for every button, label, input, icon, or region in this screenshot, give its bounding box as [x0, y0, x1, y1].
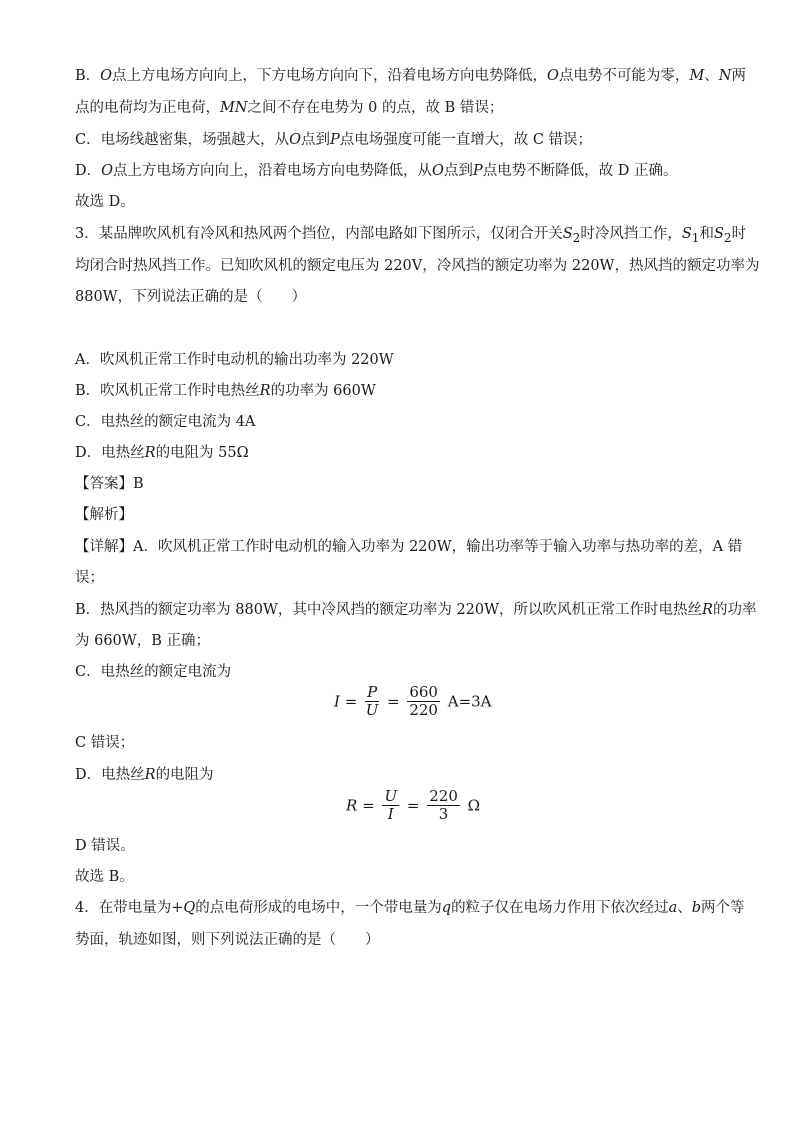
answer-tag: 【答案】 [75, 476, 133, 492]
q3-option-d: D．电热丝R的电阻为 55Ω [75, 445, 249, 461]
q3-option-b: B．吹风机正常工作时电热丝R的功率为 660W [75, 383, 376, 399]
q3-detail-b-line2: 为 660W，B 正确； [75, 633, 210, 649]
equation-current: I = $\frac{P}{U}$ = $\frac{660}{220}$ A=3A [334, 683, 492, 719]
answer-value: B [133, 476, 144, 492]
q3-detail-d-line2: D 错误。 [75, 838, 135, 854]
q4-stem-line1: 4．在带电量为+Q的点电荷形成的电场中，一个带电量为q的粒子仅在电场力作用下依次经过a、b两个等 [75, 900, 745, 916]
q2-option-b-line1: B．O点上方电场方向向上，下方电场方向向下，沿着电场方向电势降低，O点电势不可能为零，M、N两 [75, 68, 746, 84]
q4-stem-line2: 势面，轨迹如图，则下列说法正确的是（ ） [75, 932, 380, 948]
q3-option-c: C．电热丝的额定电流为 4A [75, 414, 256, 430]
q3-stem-line1: 3．某品牌吹风机有冷风和热风两个挡位，内部电路如下图所示，仅闭合开关$S_2$时冷风挡工作，$S_1$和$S_2$时 [75, 226, 747, 245]
fraction-p-over-u: $\frac{P}{U}$ [365, 683, 379, 719]
q2-choice: 故选 D。 [75, 194, 135, 210]
fraction-660-over-220: $\frac{660}{220}$ [409, 683, 438, 719]
q3-analysis-tag: 【解析】 [75, 507, 133, 523]
q3-detail-b-line1: B．热风挡的额定功率为 880W，其中冷风挡的额定功率为 220W，所以吹风机正常工作时电热丝R的功率 [75, 602, 757, 618]
equation-resistance: R = $\frac{U}{I}$ = $\frac{220}{3}$ Ω [346, 787, 481, 823]
fraction-u-over-i: $\frac{U}{I}$ [384, 787, 398, 823]
fraction-220-over-3: $\frac{220}{3}$ [429, 787, 458, 823]
q2-option-b-line2: 点的电荷均为正电荷，MN之间不存在电势为 0 的点，故 B 错误； [75, 100, 504, 116]
detail-tag: 【详解】 [75, 539, 133, 555]
q2-option-c: C．电场线越密集，场强越大，从O点到P点电场强度可能一直增大，故 C 错误； [75, 132, 593, 148]
q3-detail-a-line1: 【详解】A．吹风机正常工作时电动机的输入功率为 220W，输出功率等于输入功率与热功率的差，A 错 [75, 539, 743, 555]
q3-detail-d-line1: D．电热丝R的电阻为 [75, 767, 214, 783]
q3-detail-a-line2: 误； [75, 570, 104, 586]
q2-option-d: D．O点上方电场方向向上，沿着电场方向电势降低，从O点到P点电势不断降低，故 D 正确。 [75, 163, 678, 179]
q3-stem-line2: 均闭合时热风挡工作。已知吹风机的额定电压为 220V，冷风挡的额定功率为 220W，热风挡的额定功率为 [75, 258, 760, 274]
q3-stem-line3: 880W，下列说法正确的是（ ） [75, 289, 307, 305]
q3-detail-c-line1: C．电热丝的额定电流为 [75, 664, 232, 680]
q3-choice: 故选 B。 [75, 869, 134, 885]
q3-option-a: A．吹风机正常工作时电动机的输出功率为 220W [75, 352, 394, 368]
q3-answer [75, 474, 144, 494]
q3-detail-c-line2: C 错误； [75, 735, 135, 751]
